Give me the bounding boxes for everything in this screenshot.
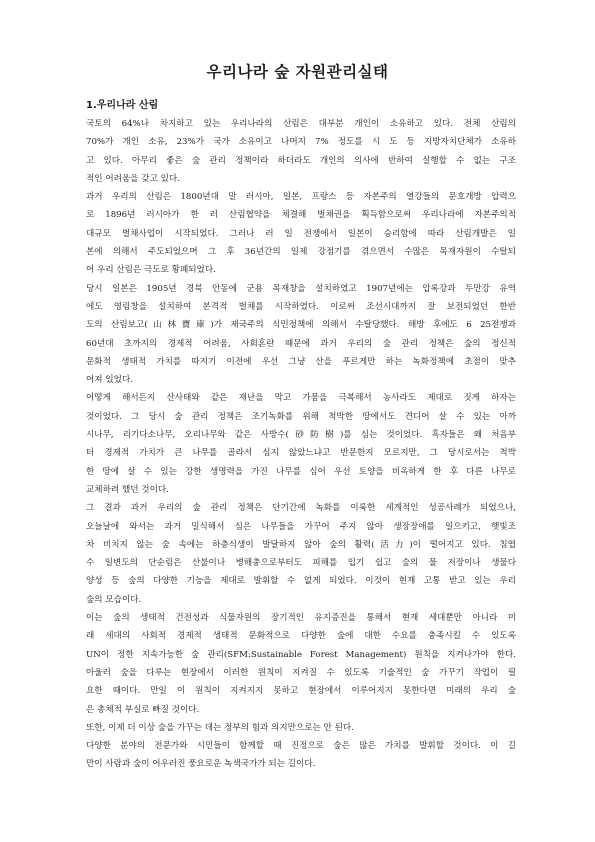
text-line: 요한 때이다. 만일 이 원칙이 지켜지지 못하고 현장에서 이루어지지 못한다면 미래의 우리 숲: [86, 686, 516, 697]
text-line: 만이 사람과 숲이 어우러진 풍요로운 녹색국가가 되는 길이다.: [86, 759, 316, 770]
text-line: 대규모 벌채사업이 시작되었다. 그러나 러 일 전쟁에서 일본이 승리함에 따라 산림개발은 일: [86, 228, 516, 239]
text-line: 에도 영림창을 설치하여 본격적 벌채를 시작하였다. 이로써 조선시대까지 잘 보전되었던 한반: [86, 301, 516, 312]
text-line: 도의 산림보고(山林寶庫)가 제국주의 식민정책에 의해서 수탈당했다. 해방 후에도 6 25전쟁과: [86, 320, 516, 331]
text-line: 당시 일본은 1905년 경북 안동에 군용 목재창을 설치하였고 1907년에는 압록강과 두만강 유역: [86, 283, 516, 294]
text-line: 교체하려 했던 것이다.: [86, 484, 169, 495]
text-line: 래 세대의 사회적 경제적 생태적 문화적으로 다양한 숲에 대한 수요를 충족시킬 수 있도록: [86, 631, 516, 642]
paragraph: [86, 188, 516, 279]
text-line: 한 땅에 살 수 있는 강한 생명력을 가진 나무를 심어 우선 토양을 비옥하게 한 후 다른 나무로: [86, 466, 516, 477]
paragraph: [86, 280, 516, 390]
text-line: 적인 어려움을 갖고 있다.: [86, 173, 180, 184]
text-line: 그 결과 과거 우리의 숲 관리 정책은 단기간에 녹화를 이룩한 세계적인 성공사례가 되었으나,: [86, 503, 516, 514]
text-line: 차 비치지 않는 숲 속에는 하층식생이 발달하지 않아 숲의 활력(活力)이 떨어지고 있다. 침엽: [86, 539, 516, 550]
text-line: 또한, 이제 더 이상 숲을 가꾸는 데는 정부의 힘과 의지만으로는 안 된다.: [86, 722, 354, 733]
text-line: 은 총체적 부실로 빠질 것이다.: [86, 704, 200, 715]
text-line: 국토의 64%나 차지하고 있는 우리나라의 산림은 대부분 개인이 소유하고 있다. 전체 산림의: [86, 119, 516, 129]
text-line: 과거 우리의 산림은 1800년대 말 러시아, 일본, 프랑스 등 자본주의 열강들의 문호개방 압력으: [86, 192, 516, 203]
text-line: 수 일변도의 단순림은 산불이나 병해충으로부터도 피해를 입기 쉽고 숲의 물 저장이나 생물다: [86, 558, 516, 569]
text-line: 숲의 모습이다.: [86, 594, 142, 605]
text-line: 양성 등 숲의 다양한 기능을 제대로 발휘할 수 없게 되었다. 이것이 현재 고통 받고 있는 우리: [86, 576, 516, 587]
text-line: 터 경제적 가치가 큰 나무를 골라서 심지 않았느냐고 반문한지 모르지만, 그 당시로서는 척박: [86, 448, 516, 459]
text-line: 이는 숲의 생태적 건전성과 식물자원의 장기적인 유지증진을 통해서 현재 세대뿐만 아니라 미: [86, 613, 516, 624]
paragraph: [86, 389, 516, 499]
text-line: 70%가 개인 소유, 23%가 국가 소유이고 나머지 7% 정도를 시 도 등 지방자치단체가 소유하: [86, 137, 516, 148]
text-line: 어 우리 산림은 극도로 황폐되었다.: [86, 265, 216, 276]
paragraph: [86, 499, 516, 609]
text-line: 고 있다. 아무리 좋은 숲 관리 정책이라 하더라도 개인의 의사에 반하여 실행할 수 없는 구조: [86, 155, 516, 166]
paragraph: [86, 719, 516, 737]
paragraph: [86, 609, 516, 719]
text-line: 것이었다. 그 당시 숲 관리 정책은 조기녹화를 위해 척박한 땅에서도 견디어 살 수 있는 아까: [86, 411, 516, 422]
text-line: 오늘날에 와서는 과거 밀식해서 심은 나무들을 가꾸어 주지 않아 생장장애를 일으키고, 햇빛조: [86, 521, 516, 532]
text-line: 60년대 초까지의 경제적 어려움, 사회혼란 때문에 과거 우리의 숲 관리 정책은 숲의 정신적: [86, 338, 516, 349]
text-line: 시나무, 리기다소나무, 오리나무와 같은 사방수(砂防樹)를 심는 것이었다. 흑자들은 왜 처음부: [86, 430, 516, 441]
section-heading: 1.우리나라 산림: [86, 100, 159, 111]
text-line: 어떻게 해서든지 산사태와 같은 재난을 막고 가뭄을 극복해서 농사라도 제대로 짓게 하자는: [86, 393, 516, 404]
text-line: 로 1896년 러시아가 한 러 산림협약을 체결해 벌채권을 획득함으로써 우리나라에 자본주의적: [86, 210, 516, 221]
paragraph: [86, 115, 516, 188]
text-line: 어져 있었다.: [86, 375, 133, 386]
document-body: [86, 97, 516, 774]
text-line: UN이 정한 지속가능한 숲 관리(SFM:Sustainable Forest Management) 원칙을 지켜나가야 한다.: [86, 649, 516, 660]
text-line: 문화적 생태적 가치를 따지기 이전에 우선 그냥 산을 푸르게만 하는 녹화정책에 초점이 맞추: [86, 356, 516, 367]
paragraph: [86, 737, 516, 774]
text-line: 아울러 숲을 다루는 현장에서 이러한 원칙이 지켜질 수 있도록 기술적인 숲 가꾸기 작업이 필: [86, 667, 516, 678]
text-line: 본에 의해서 주도되었으며 그 후 36년간의 일제 강점기를 겪으면서 수많은 목재자원이 수탈되: [86, 247, 516, 258]
text-line: 다양한 분야의 전문가와 시민들이 함께할 때 진정으로 숲은 많은 가치를 발휘할 것이다. 이 길: [86, 741, 516, 752]
document-title: 우리나라 숲 자원관리실태: [206, 63, 389, 81]
paragraph-list: [86, 115, 516, 774]
